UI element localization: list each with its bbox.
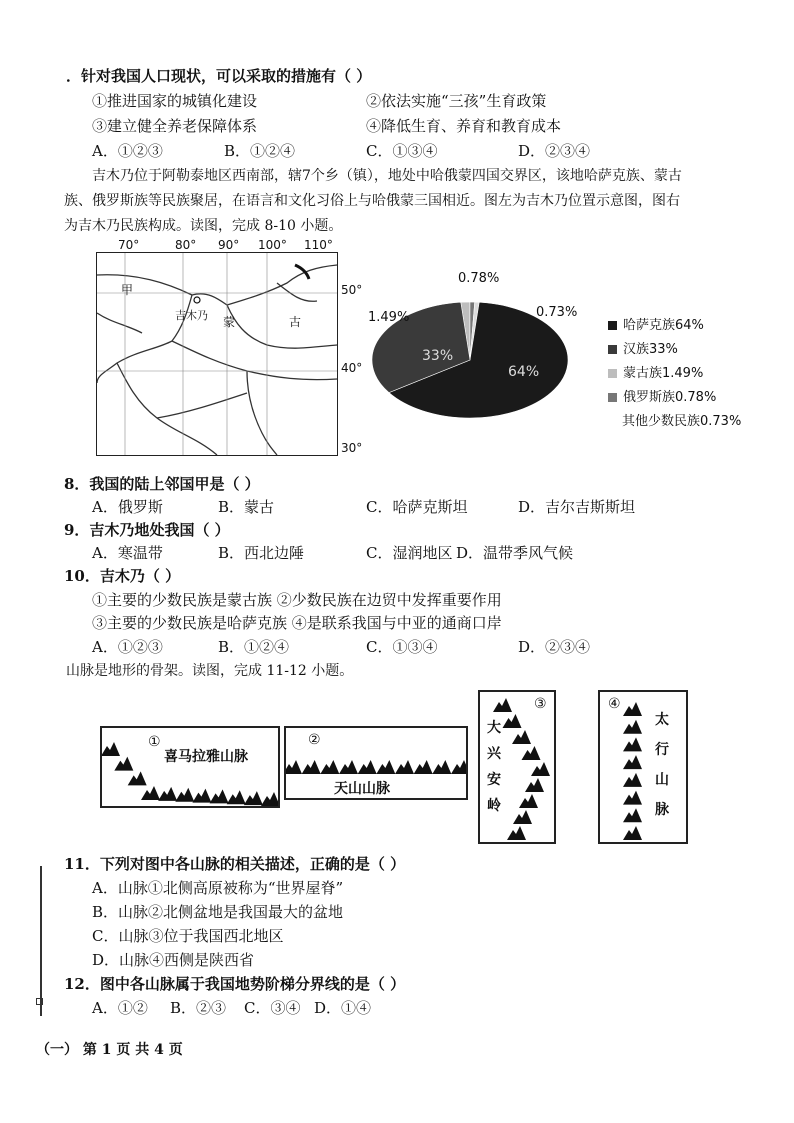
page-footer: （一） 第 1 页 共 4 页	[36, 1042, 183, 1058]
mountain-peak	[128, 771, 147, 785]
mountain-peak	[513, 810, 532, 824]
mountain-peak	[339, 760, 358, 774]
q12-option-c: C．③④	[244, 999, 301, 1017]
q11-stem: 11．下列对图中各山脉的相关描述，正确的是（ ）	[64, 855, 406, 873]
q12-option-a: A．①②	[92, 999, 148, 1017]
taihang-char-3: 山	[655, 772, 669, 788]
mountain-peak	[141, 786, 160, 800]
q12-stem: 12．图中各山脉属于我国地势阶梯分界线的是（ ）	[64, 975, 406, 993]
ethnic-pie-chart	[360, 275, 580, 435]
map-lon-tick-100: 100°	[258, 238, 287, 252]
pie-label-han: 33%	[422, 348, 454, 364]
q11-option-b: B．山脉②北侧盆地是我国最大的盆地	[92, 903, 344, 921]
q7-option-c: C．①③④	[366, 142, 438, 160]
mountain-peak	[244, 791, 263, 805]
mountain-peak	[261, 792, 278, 806]
q12-option-b: B．②③	[170, 999, 227, 1017]
mountain-peak	[320, 760, 339, 774]
q9-stem: 9．吉木乃地处我国（ ）	[64, 521, 230, 539]
daxinganling-char-4: 岭	[487, 798, 501, 814]
mountain-box-himalaya	[100, 726, 280, 808]
mountain-peak	[158, 787, 177, 801]
q9-option-a: A．寒温带	[92, 544, 163, 562]
q10-items-line-1: ①主要的少数民族是蒙古族 ②少数民族在边贸中发挥重要作用	[92, 591, 502, 609]
legend-item-kazakh: 哈萨克族64%	[608, 314, 704, 333]
daxinganling-char-3: 安	[487, 772, 501, 788]
q7-item-3: ③建立健全养老保障体系	[92, 117, 258, 135]
map-lat-tick-40: 40°	[341, 361, 363, 375]
pie-label-other: 0.73%	[536, 305, 578, 320]
passage2: 山脉是地形的骨架。读图，完成 11-12 小题。	[66, 663, 354, 679]
q12-option-d: D．①④	[314, 999, 372, 1017]
jimunai-marker	[194, 297, 200, 303]
mountain-peak	[493, 698, 512, 712]
map-label-jimunai: 吉木乃	[175, 309, 208, 322]
map-label-gu: 古	[289, 315, 302, 329]
tianshan-name: 天山山脉	[334, 781, 390, 797]
mountain-peak	[102, 742, 120, 756]
q10-items-line-2: ③主要的少数民族是哈萨克族 ④是联系我国与中亚的通商口岸	[92, 614, 502, 632]
mountain-peak	[623, 773, 642, 787]
mountain-peak	[519, 794, 538, 808]
q7-stem: ．针对我国人口现状，可以采取的措施有（ ）	[66, 67, 372, 85]
mountain-peak	[507, 826, 526, 840]
q10-option-d: D．②③④	[518, 638, 591, 656]
map-lon-tick-80: 80°	[175, 238, 197, 252]
mountain-peak	[451, 760, 466, 774]
q7-option-d: D．②③④	[518, 142, 591, 160]
q7-item-1: ①推进国家的城镇化建设	[92, 92, 258, 110]
q8-option-b: B．蒙古	[218, 498, 275, 516]
map-lat-tick-30: 30°	[341, 441, 363, 455]
mountain-peak	[512, 730, 531, 744]
mountain-peak	[531, 762, 550, 776]
map-label-meng: 蒙	[223, 315, 236, 329]
legend-swatch-kazakh	[608, 321, 617, 330]
q8-stem: 8．我国的陆上邻国甲是（ ）	[64, 475, 260, 493]
q7-option-b: B．①②④	[224, 142, 296, 160]
q8-option-c: C．哈萨克斯坦	[366, 498, 468, 516]
lake-baikal	[295, 265, 309, 279]
mountain-peak	[623, 720, 642, 734]
mountain-peak	[227, 790, 246, 804]
mountain-box-daxinganling	[478, 690, 556, 844]
legend-swatch-han	[608, 345, 617, 354]
location-map	[96, 252, 338, 456]
q9-option-c: C．湿润地区	[366, 544, 453, 562]
mountain-peak	[623, 755, 642, 769]
q7-item-2: ②依法实施“三孩”生育政策	[366, 92, 547, 110]
mountain-peak	[286, 760, 302, 774]
taihang-char-2: 行	[655, 742, 669, 758]
mountain-peak	[358, 760, 377, 774]
legend-item-russian: 俄罗斯族0.78%	[608, 386, 716, 405]
q9-option-b: B．西北边陲	[218, 544, 305, 562]
mountain-peak	[210, 789, 229, 803]
passage1-line-2: 族、俄罗斯族等民族聚居，在语言和文化习俗上与哈俄蒙三国相近。图左为吉木乃位置示意图，图右	[64, 193, 680, 209]
tianshan-number: ②	[308, 732, 321, 748]
passage1-line-1: 吉木乃位于阿勒泰地区西南部，辖7个乡（镇），地处中哈俄蒙四国交界区，该地哈萨克族、蒙古	[92, 168, 682, 184]
mountain-peak	[395, 760, 414, 774]
mountain-peak	[376, 760, 395, 774]
q10-option-a: A．①②③	[92, 638, 163, 656]
margin-binding-line	[40, 866, 42, 1016]
himalaya-name: 喜马拉雅山脉	[164, 749, 248, 765]
q7-item-4: ④降低生育、养育和教育成本	[366, 117, 562, 135]
q10-option-c: C．①③④	[366, 638, 438, 656]
mountain-box-tianshan	[284, 726, 468, 800]
himalaya-number: ①	[148, 734, 161, 750]
map-lon-tick-70: 70°	[118, 238, 140, 252]
mountain-peak	[302, 760, 321, 774]
legend-item-mongol: 蒙古族1.49%	[608, 362, 703, 381]
mountain-peak	[623, 808, 642, 822]
q7-option-a: A．①②③	[92, 142, 163, 160]
mountain-peak	[114, 757, 133, 771]
q8-option-d: D．吉尔吉斯斯坦	[518, 498, 636, 516]
mountain-peak	[192, 789, 211, 803]
daxinganling-char-2: 兴	[487, 746, 501, 762]
mountain-peak	[623, 702, 642, 716]
pie-label-mongol: 1.49%	[368, 310, 410, 325]
taihang-number: ④	[608, 696, 621, 712]
q11-option-d: D．山脉④西侧是陕西省	[92, 951, 255, 969]
map-lon-tick-110: 110°	[304, 238, 333, 252]
passage1-line-3: 为吉木乃民族构成。读图，完成 8-10 小题。	[64, 218, 343, 234]
mountain-peak	[525, 778, 544, 792]
q11-option-c: C．山脉③位于我国西北地区	[92, 927, 284, 945]
mountain-peak	[432, 760, 451, 774]
pie-label-russian: 0.78%	[458, 271, 500, 286]
legend-item-han: 汉族33%	[608, 338, 678, 357]
margin-mark	[36, 998, 43, 1005]
daxinganling-number: ③	[534, 696, 547, 712]
mountain-box-taihang	[598, 690, 688, 844]
daxinganling-char-1: 大	[487, 720, 501, 736]
daxinganling-peaks	[480, 692, 554, 842]
legend-swatch-russian	[608, 393, 617, 402]
q10-stem: 10．吉木乃（ ）	[64, 567, 181, 585]
taihang-peaks	[600, 692, 686, 842]
map-lat-tick-50: 50°	[341, 283, 363, 297]
mountain-peak	[623, 826, 642, 840]
mountain-peak	[623, 737, 642, 751]
legend-swatch-mongol	[608, 369, 617, 378]
legend-item-other: 其他少数民族0.73%	[622, 414, 742, 429]
map-lon-tick-90: 90°	[218, 238, 240, 252]
q8-option-a: A．俄罗斯	[92, 498, 163, 516]
mountain-peak	[175, 788, 194, 802]
q10-option-b: B．①②④	[218, 638, 290, 656]
mountain-peak	[522, 746, 541, 760]
pie-label-kazakh: 64%	[508, 364, 540, 380]
mountain-peak	[503, 714, 522, 728]
q11-option-a: A．山脉①北侧高原被称为“世界屋脊”	[92, 879, 344, 897]
mountain-peak	[414, 760, 433, 774]
mountain-peak	[623, 791, 642, 805]
taihang-char-4: 脉	[655, 802, 669, 818]
q9-option-d: D．温带季风气候	[456, 544, 574, 562]
himalaya-peaks	[102, 728, 278, 806]
map-label-jia: 甲	[121, 283, 134, 297]
taihang-char-1: 太	[655, 712, 669, 728]
